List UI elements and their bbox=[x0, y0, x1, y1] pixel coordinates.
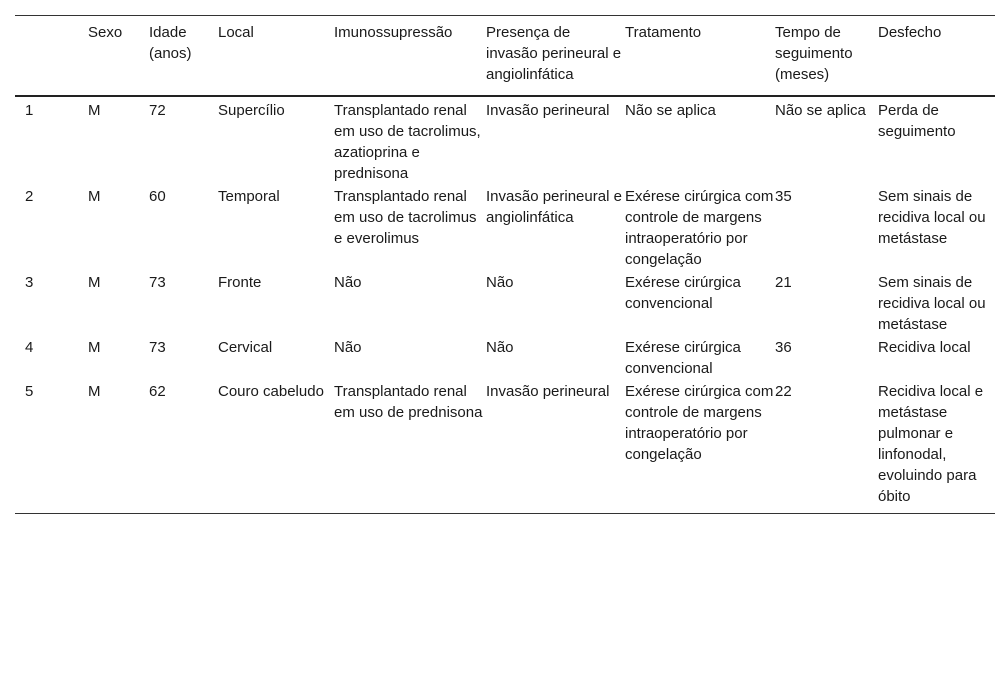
case-series-table bbox=[15, 15, 995, 514]
cell-follow-up: 22 bbox=[775, 383, 792, 400]
cell-age: 72 bbox=[149, 102, 166, 119]
header-case-number bbox=[15, 16, 88, 97]
cell-sex: M bbox=[88, 339, 101, 356]
header-follow-up: Tempo de seguimento (meses) bbox=[775, 24, 853, 83]
cell-invasion: Invasão perineural e angiolinfática bbox=[486, 188, 622, 226]
cell-site: Couro cabeludo bbox=[218, 383, 324, 400]
cell-case-number: 1 bbox=[25, 102, 34, 119]
cell-immunosuppression: Não bbox=[334, 274, 362, 291]
header-treatment: Tratamento bbox=[625, 24, 702, 41]
cell-follow-up: 36 bbox=[775, 339, 792, 356]
cell-invasion: Invasão perineural bbox=[486, 383, 610, 400]
table-row bbox=[15, 185, 995, 271]
cell-invasion: Invasão perineural bbox=[486, 102, 610, 119]
cell-outcome: Perda de seguimento bbox=[878, 102, 956, 140]
cell-case-number: 4 bbox=[25, 339, 34, 356]
header-immunosuppression: Imunossupressão bbox=[334, 24, 453, 41]
cell-immunosuppression: Transplantado renal em uso de tacrolimus e everolimus bbox=[334, 188, 477, 247]
header-age: Idade (anos) bbox=[149, 24, 192, 62]
cell-follow-up: Não se aplica bbox=[775, 102, 866, 119]
cell-sex: M bbox=[88, 274, 101, 291]
cell-outcome: Sem sinais de recidiva local ou metástase bbox=[878, 188, 986, 247]
header-invasion: Presença de invasão perineural e angiolinfática bbox=[486, 24, 622, 83]
cell-case-number: 5 bbox=[25, 383, 34, 400]
header-sex: Sexo bbox=[88, 24, 123, 41]
table-row bbox=[15, 380, 995, 514]
header-row bbox=[15, 16, 995, 97]
cell-sex: M bbox=[88, 102, 101, 119]
cell-case-number: 2 bbox=[25, 188, 34, 205]
cell-site: Cervical bbox=[218, 339, 273, 356]
cell-age: 73 bbox=[149, 274, 166, 291]
table-row bbox=[15, 271, 995, 336]
cell-outcome: Recidiva local e metástase pulmonar e linfonodal, evoluindo para óbito bbox=[878, 383, 984, 505]
cell-immunosuppression: Transplantado renal em uso de tacrolimus, azatioprina e prednisona bbox=[334, 102, 481, 182]
cell-outcome: Recidiva local bbox=[878, 339, 971, 356]
cell-invasion: Não bbox=[486, 274, 514, 291]
cell-treatment: Exérese cirúrgica com controle de margens intraoperatório por congelação bbox=[625, 383, 774, 463]
header-site: Local bbox=[218, 24, 254, 41]
cell-treatment: Exérese cirúrgica com controle de margens intraoperatório por congelação bbox=[625, 188, 774, 268]
table-row bbox=[15, 336, 995, 380]
cell-invasion: Não bbox=[486, 339, 514, 356]
table-body bbox=[15, 96, 995, 514]
cell-follow-up: 21 bbox=[775, 274, 792, 291]
cell-age: 73 bbox=[149, 339, 166, 356]
table-header bbox=[15, 16, 995, 97]
cell-treatment: Exérese cirúrgica convencional bbox=[625, 339, 741, 377]
cell-immunosuppression: Não bbox=[334, 339, 362, 356]
cell-outcome: Sem sinais de recidiva local ou metástase bbox=[878, 274, 986, 333]
cell-age: 62 bbox=[149, 383, 166, 400]
cell-treatment: Não se aplica bbox=[625, 102, 716, 119]
cell-age: 60 bbox=[149, 188, 166, 205]
cell-follow-up: 35 bbox=[775, 188, 792, 205]
cell-sex: M bbox=[88, 383, 101, 400]
cell-case-number: 3 bbox=[25, 274, 34, 291]
cell-treatment: Exérese cirúrgica convencional bbox=[625, 274, 741, 312]
header-outcome: Desfecho bbox=[878, 24, 942, 41]
cell-site: Temporal bbox=[218, 188, 280, 205]
cell-site: Fronte bbox=[218, 274, 262, 291]
cell-site: Supercílio bbox=[218, 102, 285, 119]
cell-sex: M bbox=[88, 188, 101, 205]
table-row bbox=[15, 96, 995, 185]
cell-immunosuppression: Transplantado renal em uso de prednisona bbox=[334, 383, 483, 421]
